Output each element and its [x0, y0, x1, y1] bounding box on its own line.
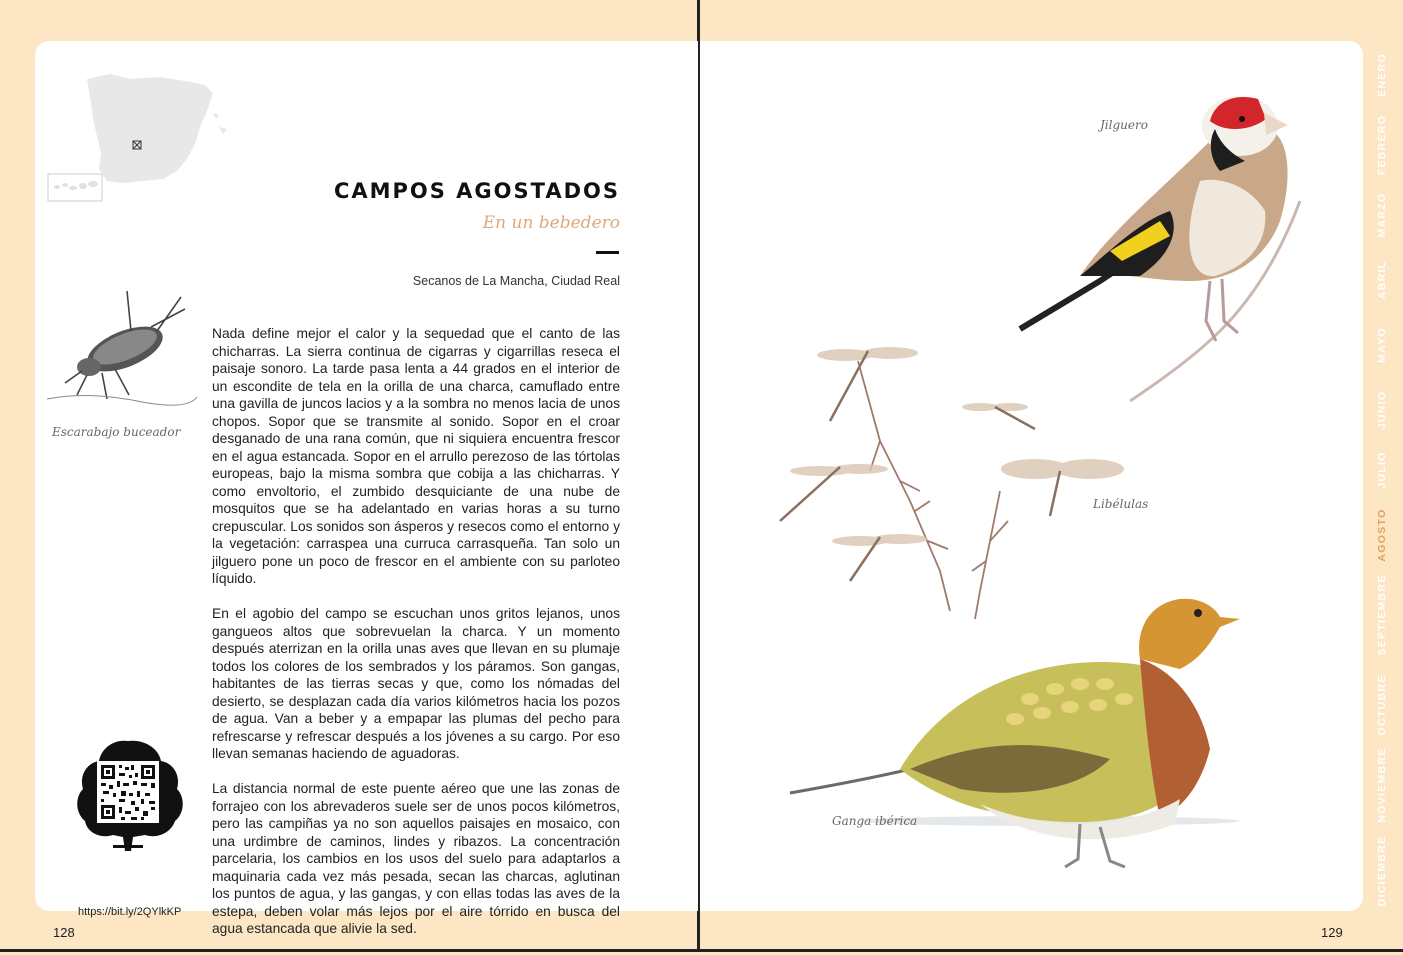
month-label: ENERO: [1376, 53, 1388, 97]
dragonflies-caption: Libélulas: [1093, 497, 1149, 511]
month-tab[interactable]: [1367, 310, 1397, 380]
diving-beetle-illustration: [47, 291, 197, 411]
sandgrouse-illustration: [780, 589, 1260, 879]
qr-url-link[interactable]: https://bit.ly/2QYlkKP: [78, 906, 182, 918]
month-tab[interactable]: [1367, 40, 1397, 110]
goldfinch-illustration: [1010, 71, 1330, 371]
month-tab[interactable]: [1367, 574, 1397, 656]
left-page: [35, 41, 698, 940]
month-label: FEBRERO: [1376, 114, 1388, 176]
month-label: JUNIO: [1376, 390, 1388, 430]
month-tab[interactable]: [1367, 836, 1397, 906]
right-page: [700, 41, 1363, 940]
month-label: AGOSTO: [1376, 508, 1388, 562]
paragraph: La distancia normal de este puente aéreo que une las zonas de forrajeo con los abrevaderos suele ser de unos pocos kilómetros, pero las campiñas ya no son aquellos paisajes en mosaico, con una urdimbre de caminos, lindes y ribazos. La concentración parcelaria, los cambios en los usos del suelo para adaptarlos a maquinaria cada vez más pesada, secan las charcas, aglutinan los puntos de agua, y las gangas, y con ellas todas las aves de la estepa, deben volar más lejos por el aire tórrido en busca del agua estancada que alivie la sed.: [212, 781, 620, 936]
page-number-right: 129: [1321, 925, 1343, 940]
month-label: DICIEMBRE: [1376, 835, 1388, 907]
page-number-left: 128: [53, 925, 75, 940]
month-label: ABRIL: [1376, 260, 1388, 300]
month-tab[interactable]: [1367, 110, 1397, 180]
page-title: CAMPOS AGOSTADOS: [333, 179, 620, 203]
article-body: [212, 325, 620, 955]
dragonflies-illustration: [750, 341, 1130, 621]
spain-map: [35, 41, 235, 211]
location-line: Secanos de La Mancha, Ciudad Real: [412, 274, 620, 288]
month-label: SEPTIEMBRE: [1376, 574, 1388, 656]
paragraph: En el agobio del campo se escuchan unos gritos lejanos, unos gangueos altos que sobrevuelan la charca. Y un momento después aterrizan en la orilla unas aves que llevan en su plumaje todos los colores de los sembrados y los páramos. Son gangas, habitantes de las tierras secas y que, como los nómadas del desierto, se desplazan cada día varios kilómetros hacia los pozos de agua. Van a beber y a empapar las plumas del pecho para refrescarse y refrescar después a los jóvenes a su cargo. Por eso llevan semanas haciendo de aguadoras.: [212, 606, 620, 761]
month-tab[interactable]: [1367, 435, 1397, 505]
month-label: OCTUBRE: [1376, 674, 1388, 736]
month-index: [1367, 40, 1397, 910]
month-tab-active[interactable]: [1367, 500, 1397, 570]
paragraph: Nada define mejor el calor y la sequedad que el canto de las chicharras. La sierra continua de cigarras y cigarrillas reseca el paisaje sonoro. La tarde pasa lenta a 44 grados en el interior de un escondite de tela en la orilla de una charca, camuflado entre una gavilla de juncos lacios y a la sombra no menos lacia de unos chopos. Sopor que se transmite al sonido. Sopor en el croar desganado de una rana común, que ni siquiera encuentra frescor en el agua estancada. Sopor en el arrullo perezoso de las tórtolas europeas, bajo la misma sombra que cobija a las chicharras. Y como envoltorio, el zumbido desquiciante de una nube de mosquitos que se ha adelantado en varias horas a su turno crepuscular. Los sonidos son ásperos y resecos como el entorno y la vegetación: carraspea una curruca carrasqueña. Tan solo un jilguero pone un poco de frescor en el ambiente con su parloteo líquido.: [212, 326, 620, 586]
month-label: NOVIEMBRE: [1376, 747, 1388, 823]
month-label: JULIO: [1376, 451, 1388, 489]
beetle-caption: Escarabajo buceador: [52, 425, 181, 439]
month-tab[interactable]: [1367, 670, 1397, 740]
month-tab[interactable]: [1367, 180, 1397, 250]
goldfinch-caption: Jilguero: [1100, 118, 1148, 132]
page-subtitle: En un bebedero: [482, 213, 620, 233]
sandgrouse-caption: Ganga ibérica: [832, 814, 918, 828]
month-label: MARZO: [1376, 192, 1388, 238]
month-tab[interactable]: [1367, 245, 1397, 315]
tree-qr-code[interactable]: [73, 733, 193, 858]
title-divider: [596, 251, 619, 254]
month-label: MAYO: [1376, 327, 1388, 363]
month-tab[interactable]: [1367, 747, 1397, 823]
